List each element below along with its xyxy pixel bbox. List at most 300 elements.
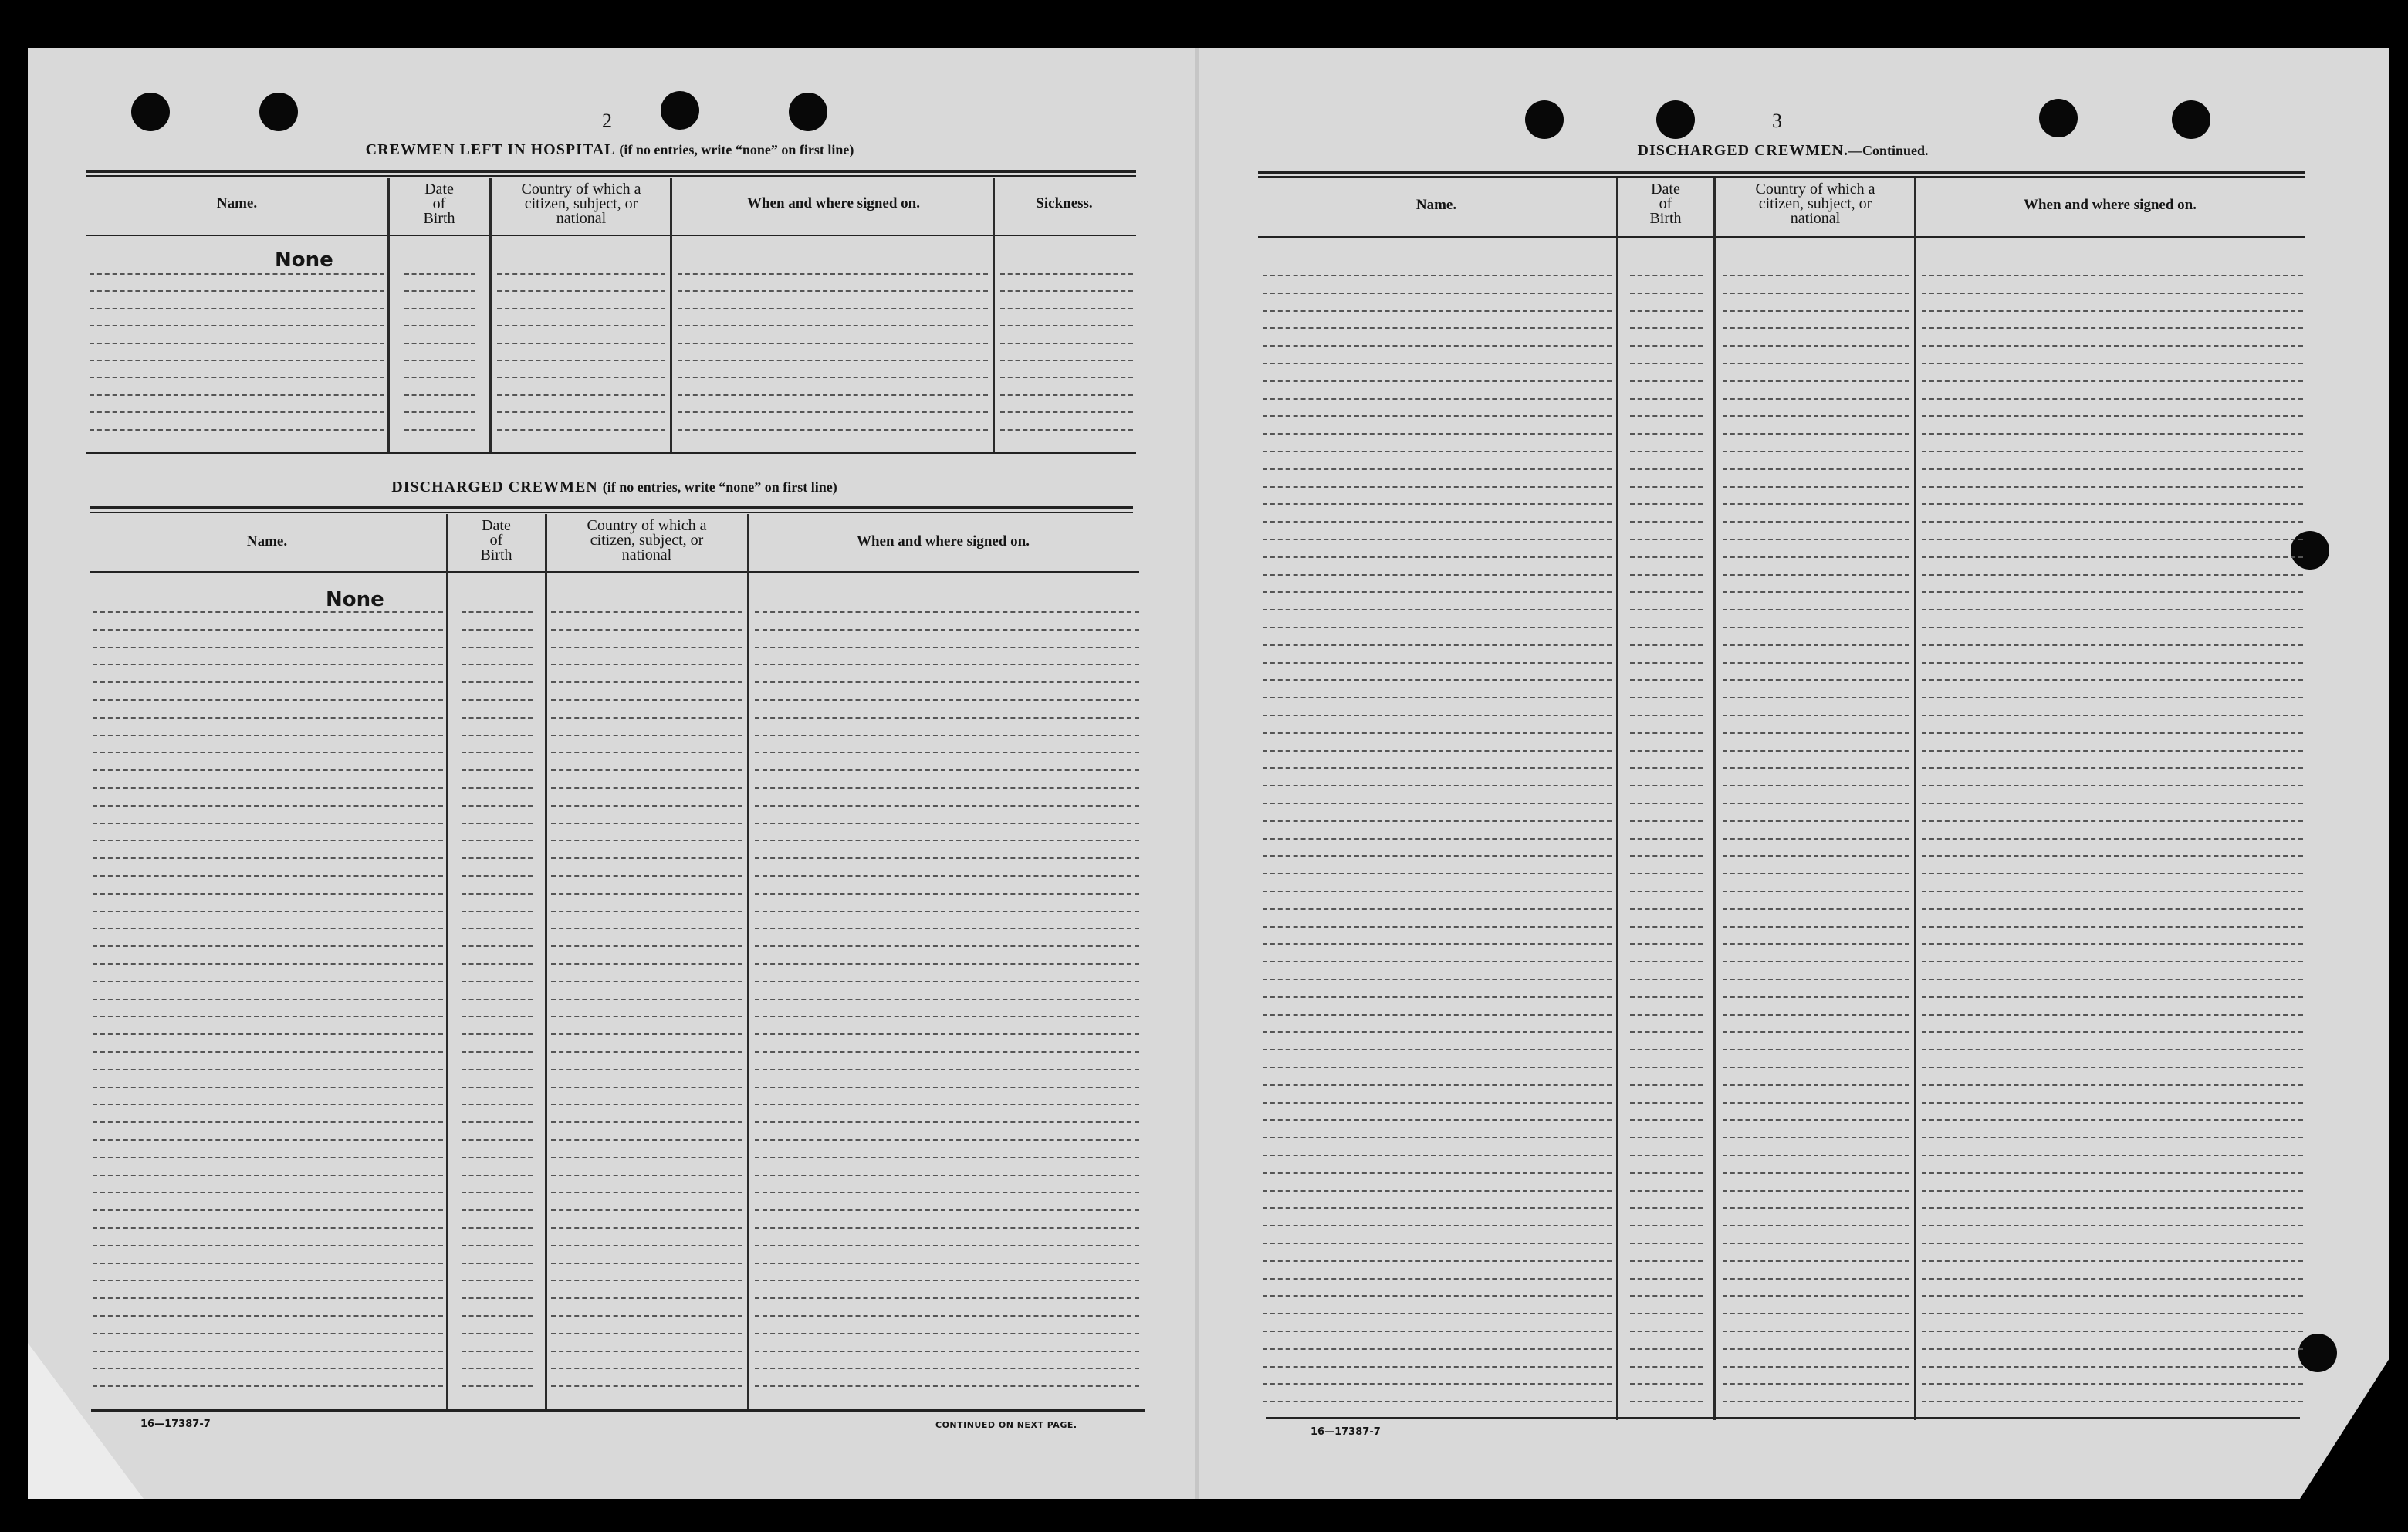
form-number: 16—17387-7 [140,1419,211,1430]
row-line [1263,1331,1612,1332]
row-line [1922,1172,2303,1174]
row-line [1630,433,1703,435]
row-line [755,911,1139,912]
col-signed: When and where signed on. [2023,197,2197,213]
row-line [93,857,443,859]
row-line [1263,1313,1612,1314]
continued-note: CONTINUED ON NEXT PAGE. [935,1420,1077,1430]
row-line [1922,468,2303,470]
row-line [1630,644,1703,646]
row-line [1922,1331,2303,1332]
row-line [551,699,742,701]
row-line [1000,429,1133,431]
row-line [1263,345,1612,347]
row-line [1723,609,1909,610]
row-line [462,1263,533,1264]
row-line [462,1016,533,1017]
row-line [1630,363,1703,364]
row-line [1263,908,1612,910]
row-line [755,1263,1139,1264]
row-line [462,1245,533,1246]
row-line [1630,415,1703,417]
discharged-continued-title: DISCHARGED CREWMEN.—Continued. [1637,142,1929,159]
row-line [1630,1031,1703,1033]
row-line [497,308,665,309]
row-line [1630,1207,1703,1209]
row-line [1630,891,1703,892]
row-line [551,1139,742,1141]
row-line [462,681,533,683]
row-line [1922,1313,2303,1314]
row-line [93,1209,443,1211]
row-line [1263,1137,1612,1138]
row-line [1723,1119,1909,1121]
row-line [755,611,1139,613]
row-line [1263,697,1612,698]
row-line [755,1087,1139,1088]
row-line [1630,732,1703,734]
row-line [93,1069,443,1070]
row-line [1263,1190,1612,1192]
row-line [1630,820,1703,822]
row-line [1723,715,1909,716]
row-line [755,893,1139,895]
row-line [1263,521,1612,523]
row-line [1723,1067,1909,1068]
row-line [1630,1137,1703,1138]
row-line [497,411,665,413]
page-number: 3 [1772,110,1782,132]
row-line [1000,325,1133,326]
row-line [1723,1313,1909,1314]
row-line [1922,820,2303,822]
row-line [90,290,384,292]
row-line [1263,803,1612,804]
row-line [1630,503,1703,505]
row-line [1630,1313,1703,1314]
row-line [1723,415,1909,417]
column-divider [1914,178,1916,1420]
row-line [1263,468,1612,470]
row-line [1723,1190,1909,1192]
row-line [93,1315,443,1317]
row-line [1630,627,1703,628]
row-line [1630,486,1703,488]
row-line [1630,1260,1703,1262]
row-line [93,1157,443,1158]
row-line [1630,1049,1703,1050]
row-line [1922,1155,2303,1156]
row-line [1723,1401,1909,1402]
row-line [462,717,533,719]
row-line [1263,293,1612,294]
row-line [1922,891,2303,892]
row-line [1263,1067,1612,1068]
row-line [1922,1243,2303,1244]
row-line [462,787,533,789]
row-line [1723,750,1909,752]
col-country: Country of which a citizen, subject, or national [587,517,707,563]
row-line [551,963,742,965]
row-line [1263,363,1612,364]
row-line [755,823,1139,824]
row-line [1263,1348,1612,1350]
row-line [497,360,665,361]
row-line [1263,1102,1612,1104]
row-line [93,1227,443,1229]
row-line [1922,380,2303,382]
row-line [462,1175,533,1176]
row-line [1723,521,1909,523]
row-line [462,1192,533,1193]
row-line [678,429,988,431]
header-rule [1258,176,2305,178]
row-line [755,717,1139,719]
row-line [404,360,475,361]
row-line [1263,310,1612,312]
row-line [90,273,384,275]
discharged-entry: None [326,588,384,611]
row-line [755,647,1139,648]
column-header-rule [1258,236,2305,238]
row-line [1723,1278,1909,1280]
row-line [551,752,742,753]
row-line [1263,732,1612,734]
discharged-section-title: DISCHARGED CREWMEN (if no entries, write “none” on first line) [391,479,837,495]
row-line [1263,1260,1612,1262]
row-line [551,611,742,613]
row-line [755,1069,1139,1070]
row-line [1630,591,1703,593]
row-line [1922,1225,2303,1226]
row-line [497,429,665,431]
row-line [93,1139,443,1141]
row-line [93,681,443,683]
row-line [1263,556,1612,558]
col-signed: When and where signed on. [856,533,1030,550]
row-line [1630,1295,1703,1297]
row-line [93,664,443,665]
row-line [93,1333,443,1334]
row-line [1263,1172,1612,1174]
row-line [755,999,1139,1000]
row-line [1922,908,2303,910]
col-sickness: Sickness. [1036,195,1093,211]
row-line [551,717,742,719]
row-line [1723,1084,1909,1086]
row-line [1263,591,1612,593]
row-line [1630,697,1703,698]
row-line [404,325,475,326]
row-line [1723,943,1909,945]
row-line [1263,1084,1612,1086]
row-line [551,840,742,841]
row-line [1922,1137,2303,1138]
row-line [462,1280,533,1281]
row-line [1000,343,1133,344]
row-line [755,681,1139,683]
row-line [1723,451,1909,452]
center-fold [1195,48,1199,1499]
row-line [404,343,475,344]
row-line [755,840,1139,841]
row-line [1723,310,1909,312]
row-line [551,1087,742,1088]
row-line [462,1368,533,1369]
row-line [1922,679,2303,681]
row-line [551,664,742,665]
row-line [1723,873,1909,874]
row-line [404,308,475,309]
row-line [93,1351,443,1352]
row-line [551,769,742,771]
row-line [755,1351,1139,1352]
row-line [1723,1348,1909,1350]
row-line [1723,1031,1909,1033]
row-line [462,840,533,841]
row-line [1630,1331,1703,1332]
row-line [551,1245,742,1246]
punch-hole [1656,100,1695,139]
row-line [1000,273,1133,275]
row-line [90,308,384,309]
row-line [462,1315,533,1317]
row-line [1922,855,2303,857]
row-line [1263,627,1612,628]
row-line [1922,1207,2303,1209]
row-line [93,1121,443,1123]
row-line [93,1192,443,1193]
column-header-rule [86,235,1136,236]
row-line [1000,394,1133,396]
row-line [1723,996,1909,998]
row-line [93,823,443,824]
row-line [1723,1207,1909,1209]
row-line [93,945,443,947]
row-line [1922,750,2303,752]
row-line [755,629,1139,631]
row-line [1263,1031,1612,1033]
row-line [1723,855,1909,857]
row-line [1922,644,2303,646]
row-line [1723,1172,1909,1174]
column-divider [489,178,492,454]
row-line [1630,521,1703,523]
row-line [755,875,1139,877]
row-line [551,1209,742,1211]
punch-hole [1525,100,1564,139]
column-divider [747,514,749,1411]
row-line [1922,627,2303,628]
row-line [93,1175,443,1176]
row-line [462,699,533,701]
row-line [755,664,1139,665]
row-line [1723,1049,1909,1050]
row-line [462,1297,533,1299]
row-line [1723,679,1909,681]
row-line [462,769,533,771]
page-bottom-rule [1266,1417,2300,1419]
row-line [755,1121,1139,1123]
row-line [462,981,533,982]
row-line [678,343,988,344]
row-line [755,787,1139,789]
row-line [1723,468,1909,470]
row-line [1723,433,1909,435]
row-line [1630,380,1703,382]
row-line [93,1280,443,1281]
header-rule [90,506,1133,509]
row-line [1263,574,1612,576]
row-line [1922,1278,2303,1280]
row-line [678,394,988,396]
column-divider [1713,178,1716,1420]
row-line [1263,785,1612,786]
row-line [1922,1014,2303,1016]
row-line [1922,1067,2303,1068]
row-line [551,681,742,683]
row-line [755,945,1139,947]
row-line [1630,1225,1703,1226]
row-line [93,1016,443,1017]
row-line [1723,627,1909,628]
row-line [1922,415,2303,417]
row-line [755,1192,1139,1193]
row-line [1630,398,1703,400]
row-line [678,325,988,326]
row-line [1723,398,1909,400]
row-line [462,629,533,631]
row-line [93,963,443,965]
row-line [1922,539,2303,540]
row-line [1630,803,1703,804]
row-line [1263,961,1612,962]
row-line [1263,415,1612,417]
row-line [1723,556,1909,558]
row-line [1630,838,1703,840]
row-line [93,735,443,736]
row-line [1723,803,1909,804]
row-line [462,1351,533,1352]
row-line [678,308,988,309]
row-line [1263,327,1612,329]
row-line [1630,574,1703,576]
row-line [755,1245,1139,1246]
row-line [1263,662,1612,664]
row-line [1922,785,2303,786]
row-line [1723,275,1909,276]
row-line [90,360,384,361]
row-line [1723,785,1909,786]
row-line [551,787,742,789]
row-line [1723,767,1909,769]
punch-hole [2298,1334,2337,1372]
row-line [1263,943,1612,945]
row-line [93,629,443,631]
row-line [93,1385,443,1387]
row-line [1263,926,1612,928]
row-line [462,945,533,947]
row-line [755,1315,1139,1317]
row-line [1922,1366,2303,1368]
row-line [755,1139,1139,1141]
row-line [551,1192,742,1193]
row-line [462,1157,533,1158]
row-line [1630,908,1703,910]
row-line [1922,433,2303,435]
row-line [1263,979,1612,980]
row-line [404,429,475,431]
row-line [1922,732,2303,734]
row-line [462,823,533,824]
row-line [551,1351,742,1352]
row-line [1723,1295,1909,1297]
row-line [1922,574,2303,576]
row-line [462,1104,533,1105]
row-line [1922,363,2303,364]
col-dob: Date of Birth [480,517,512,563]
row-line [1723,1260,1909,1262]
row-line [93,1297,443,1299]
row-line [404,394,475,396]
row-line [678,411,988,413]
row-line [1922,803,2303,804]
row-line [755,1333,1139,1334]
row-line [755,1280,1139,1281]
row-line [1723,327,1909,329]
row-line [551,1297,742,1299]
row-line [1922,873,2303,874]
row-line [1922,838,2303,840]
row-line [1723,1155,1909,1156]
header-rule [1258,171,2305,174]
row-line [1630,873,1703,874]
row-line [93,611,443,613]
row-line [1723,644,1909,646]
row-line [1630,539,1703,540]
row-line [1000,308,1133,309]
row-line [1263,838,1612,840]
row-line [1630,715,1703,716]
row-line [1263,1014,1612,1016]
row-line [1263,750,1612,752]
row-line [462,1087,533,1088]
row-line [93,1033,443,1035]
row-line [1630,468,1703,470]
row-line [1263,1119,1612,1121]
row-line [93,1104,443,1105]
row-line [551,1104,742,1105]
row-line [404,273,475,275]
row-line [551,805,742,807]
row-line [1263,1049,1612,1050]
row-line [755,1051,1139,1053]
row-line [1630,979,1703,980]
row-line [1922,1348,2303,1350]
row-line [1723,1331,1909,1332]
row-line [755,1227,1139,1229]
row-line [1630,785,1703,786]
row-line [93,769,443,771]
row-line [1263,1225,1612,1226]
row-line [462,893,533,895]
row-line [1723,838,1909,840]
row-line [1263,275,1612,276]
row-line [1630,1102,1703,1104]
row-line [1922,310,2303,312]
row-line [1263,609,1612,610]
row-line [1263,679,1612,681]
